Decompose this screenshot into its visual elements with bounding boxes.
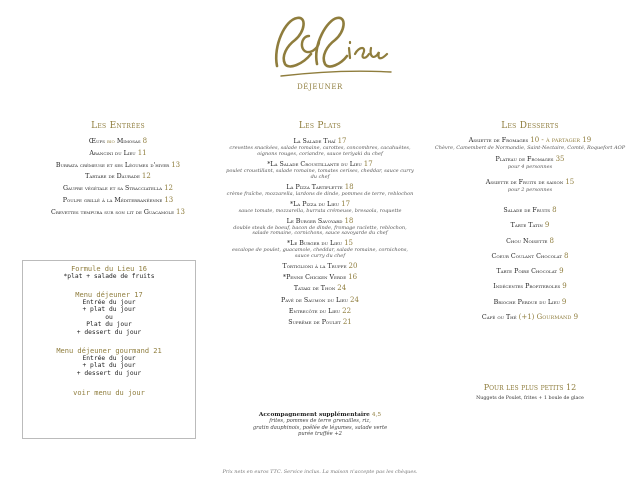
plats-title: Les Plats (298, 121, 342, 131)
accompagnement-price: 4,5 (371, 412, 382, 418)
desserts-list (432, 134, 628, 325)
dessert-item: Brioche Perdue du Lieu 9 (493, 297, 567, 306)
plats-list (225, 137, 415, 329)
plat-item: *Penne Chicken Verde 16 (282, 273, 358, 282)
menu-gourmand-title: Menu déjeuner gourmand 21 (56, 346, 162, 355)
entree-item: Poulpe grillé à la Méditerranéenne 13 (62, 195, 174, 204)
lunch-subtitle: DÉJEUNER (297, 83, 343, 91)
plat-item: *Le Burger du Lieu 15 escalope de poulet, guacamole, cheddar, salade romaine, cornichons, sauce curry du chef (231, 239, 409, 260)
dessert-item: Plateau de Fromages 35 pour 4 personnes (495, 155, 565, 170)
entree-item: Œufs bio Mimosas 8 (88, 137, 148, 145)
gourmand-line: Entrée du jour (82, 354, 136, 362)
dessert-item: Tarte Poire Chocolat 9 (496, 267, 564, 276)
menu-line: + dessert du jour (76, 328, 142, 336)
gourmand-line: + plat du jour (82, 362, 136, 370)
dessert-item: Tarte Tatin 9 (510, 221, 550, 230)
dessert-item: Assiette de Fromages 10 - à partager 19 Chèvre, Camembert de Normandie, Saint-Nectaire, Comté, Roquefort AOP (434, 136, 626, 151)
dessert-item: Assiette de Fruits de saison 15 pour 2 personnes (485, 178, 575, 193)
dessert-item: Indécentes Profiteroles 9 (493, 282, 567, 291)
menu-dejeuner-title: Menu déjeuner 17 (75, 290, 143, 299)
plat-item: Tataki de Thon 24 (293, 284, 347, 293)
accompagnement-line: frites, pommes de terre grenailles, riz, (269, 418, 371, 424)
menu-line: ou (105, 313, 113, 321)
plat-item: La Pizza Tartiflette 18 crème fraîche, mozzarella, lardons de dinde, pommes de terre, reblochon (226, 182, 414, 197)
plat-item: Tortiglioni à la Truffe 20 (282, 262, 358, 271)
accompagnement-line: purée truffée +2 (298, 431, 342, 437)
formule-line: *plat + salade de fruits (63, 273, 155, 280)
dessert-item: Salade de Fruits 8 (503, 206, 557, 214)
entree-item: Crevettes tempura sur son lit de Guacamole 13 (51, 207, 185, 216)
dessert-item: Café ou Thé (+1) Gourmand 9 (481, 313, 579, 322)
entrees-list (18, 136, 218, 219)
desserts-title: Les Desserts (501, 121, 559, 131)
kids-title: Pour les plus petits 12 (483, 383, 577, 392)
formule-box (22, 260, 196, 439)
menu-line: Plat du jour (86, 321, 132, 329)
menu-line: Entrée du jour (82, 298, 136, 306)
gourmand-line: + dessert du jour (76, 369, 142, 377)
footer-note: Prix nets en euros TTC. Service inclus. La maison n'accepte pas les chèques. (222, 469, 418, 475)
plat-item: Pavé de Saumon du Lieu 24 (281, 295, 359, 304)
plat-item: *La Salade Croustillante du Lieu 17 poulet croustillant, salade romaine, tomates cerises, cheddar, sauce curry du chef (226, 159, 414, 180)
plat-item: Le Burger Savoyard 18 double steak de boeuf, bacon de dinde, fromage raclette, reblochon, salade romaine, cornichons, sauce savoyarde du chef (233, 216, 407, 237)
entree-item: Gaufre végétale et sa Stracciatella 12 (62, 184, 174, 193)
kids-desc: Nuggets de Poulet, frites + 1 boule de glace (476, 396, 584, 401)
entree-item: Tartare de Daurade 12 (85, 172, 151, 181)
plat-item: La Salade Thaï 17 crevettes snackées, salade romaine, carottes, concombres, cacahuètes, oignons rouges, coriandre, sauce teriyaki du chef (229, 137, 411, 157)
menu-line: + plat du jour (82, 306, 136, 314)
le-lieu-logo-icon (255, 6, 395, 84)
accompagnement-line: gratin dauphinois, poêlée de légumes, salade verte (252, 424, 388, 431)
plat-item: Entrecôte du Lieu 22 (288, 306, 352, 315)
dessert-item: Coeur Coulant Chocolat 8 (491, 251, 569, 260)
entrees-title: Les Entrées (91, 121, 145, 131)
entree-item: Burrata crémeuse et ses Légumes d'hiver 13 (55, 160, 181, 169)
entree-item: Arancini du Lieu 11 (89, 148, 147, 157)
plat-item: *La Pizza du Lieu 17 sauce tomate, mozzarella, burrata crémeuse, bresaola, roquette (238, 199, 402, 214)
menu-du-jour-link[interactable]: voir menu du jour (73, 389, 145, 398)
accompagnement (225, 412, 415, 438)
accompagnement-title: Accompagnement supplémentaire (258, 412, 370, 418)
formule-title: Formule du Lieu 16 (71, 265, 147, 273)
dessert-item: Chou Noisette 8 (506, 236, 554, 245)
plat-item: Suprême de Poulet 21 (288, 318, 352, 327)
